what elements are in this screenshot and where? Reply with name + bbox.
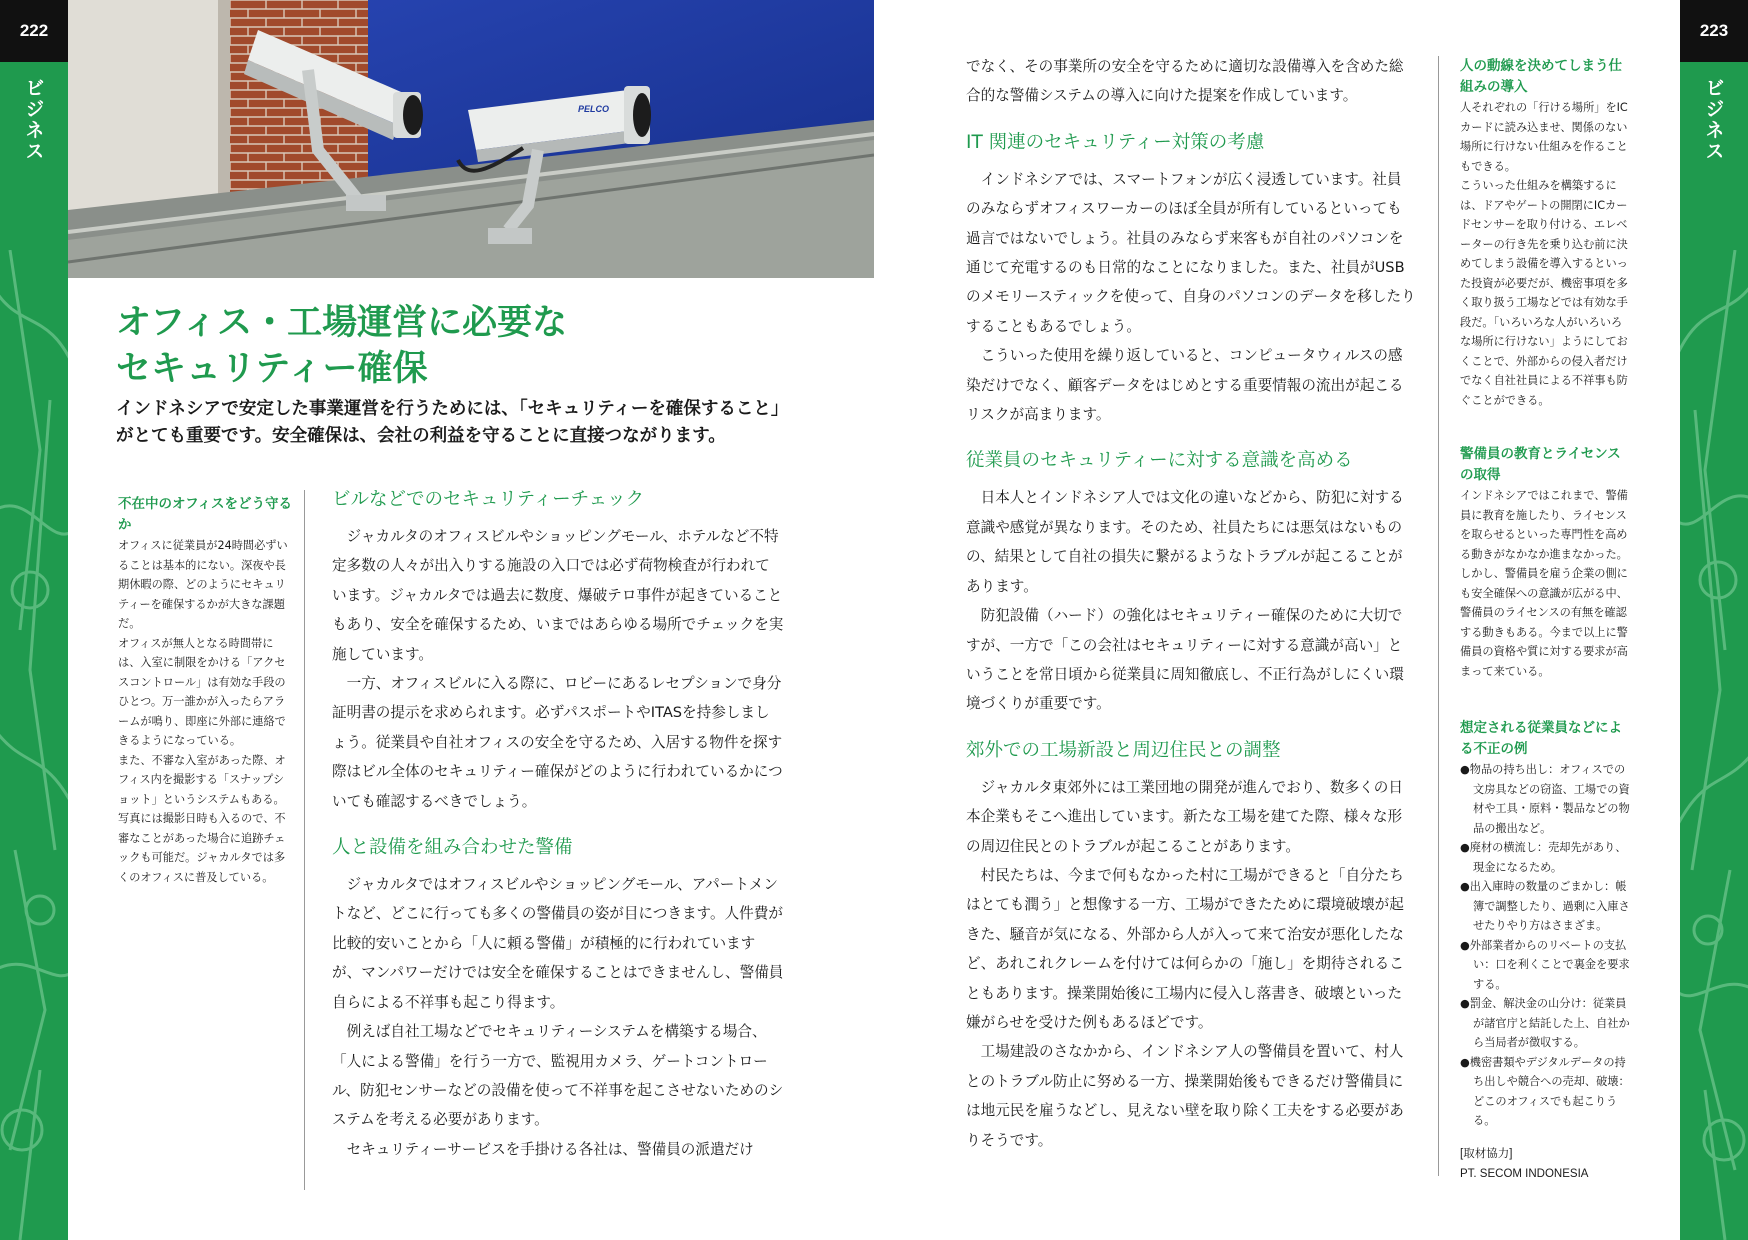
section-heading: IT 関連のセキュリティー対策の考慮 (966, 131, 1265, 153)
sidebar-note-heading: 想定される従業員などによる不正の例 (1460, 720, 1622, 757)
title-line-1: オフィス・工場運営に必要な (116, 303, 568, 343)
credit-name: PT. SECOM INDONESIA (1460, 1168, 1589, 1180)
article-section (332, 486, 784, 816)
list-item: ● 廃材の横流し：売却先があり、現金になるため。 (1460, 838, 1632, 877)
map-pattern-right (1680, 250, 1748, 1240)
section-heading: ビルなどでのセキュリティーチェック (332, 489, 645, 510)
body-paragraph: 日本人とインドネシア人では文化の違いなどから、防犯に対する意識や感覚が異なります。そのため、社員たちには悪気はないものの、結果として自社の損失に繋がるようなトラブルが起こることがあります。 (966, 489, 1404, 595)
article-section (966, 129, 1416, 430)
sidebar-note-access (1460, 56, 1632, 410)
section-heading: 郊外での工場新設と周辺住民との調整 (966, 739, 1281, 761)
sidebar-note-left (118, 494, 294, 887)
sidebar-note-heading: 不在中のオフィスをどう守るか (118, 496, 293, 533)
section-heading: 人と設備を組み合わせた警備 (332, 837, 573, 859)
article-lead: インドネシアで安定した事業運営を行うためには、「セキュリティーを確保すること」がとても重要です。安全確保は、会社の利益を守ることに直接つながります。 (116, 399, 789, 446)
body-paragraph: 一方、オフィスビルに入る際に、ロビーにあるレセプションで身分証明書の提示を求められます。必ずパスポートやITASを持参しましょう。従業員や自社オフィスの安全を守るため、入居する物件を探す際はビル全体のセキュリティー確保がどのように行われているかについても確認するべきでしょう。 (332, 675, 783, 810)
list-item: ● 罰金、解決金の山分け：従業員が諸官庁と結託した上、自社から当局者が徴収する。 (1460, 994, 1632, 1053)
body-paragraph: 防犯設備（ハード）の強化はセキュリティー確保のために大切ですが、一方で「この会社はセキュリティーに対する意識が高い」ということを常日頃から従業員に周知徹底し、不正行為がしにくい環境づくりが重要です。 (966, 607, 1404, 713)
article-section (966, 737, 1416, 1155)
interview-credit (1460, 1144, 1660, 1184)
body-paragraph: ジャカルタ東郊外には工業団地の開発が進んでおり、数多くの日本企業もそこへ進出しています。新たな工場を建てた際、様々な形の周辺住民とのトラブルが起こることがあります。 (966, 778, 1403, 855)
fraud-example-list (1460, 760, 1632, 1131)
article-title (116, 300, 816, 392)
body-paragraph: ジャカルタではオフィスビルやショッピングモール、アパートメントなど、どこに行っても多くの警備員の姿が目につきます。人件費が比較的安いことから「人に頼る警備」が積極的に行われていますが、マンパワーだけでは安全を確保することはできませんし、警備員自らによる不祥事も起こり得ます。 (332, 876, 784, 1011)
credit-label: [取材協力] (1460, 1148, 1513, 1160)
section-heading: 従業員のセキュリティーに対する意識を高める (966, 450, 1353, 472)
article-section (332, 834, 784, 1164)
page-number-right: 223 (1680, 0, 1748, 62)
sidebar-note-paragraph: オフィスが無人となる時間帯には、入室に制限をかける「アクセスコントロール」は有効な手段のひとつ。万一誰かが入ったらアラームが鳴り、即座に外部に連絡できるようになっている。 (118, 636, 286, 747)
article-section (966, 447, 1416, 718)
column-divider-left (304, 490, 305, 1190)
sidebar-note-heading: 警備員の教育とライセンスの取得 (1460, 446, 1621, 483)
body-paragraph: インドネシアでは、スマートフォンが広く浸透しています。社員のみならずオフィスワーカーのほぼ全員が所有しているといっても過言ではないでしょう。社員のみならず来客もが自社のパソコンを通じて充電するのも日常的なことになりました。また、社員がUSBのメモリースティックを使って、自身のパソコンのデータを移したりすることもあるでしょう。 (966, 170, 1416, 335)
sidebar-note-paragraph: 人それぞれの「行ける場所」をICカードに読み込ませ、関係のない場所に行けない仕組みを作ることもできる。 (1460, 101, 1628, 173)
page-number-left: 222 (0, 0, 68, 62)
list-item: ● 外部業者からのリベートの支払い：口を利くことで裏金を要求する。 (1460, 936, 1632, 995)
list-item: ● 機密書類やデジタルデータの持ち出しや競合への売却、破壊：どこのオフィスでも起こりうる。 (1460, 1053, 1632, 1131)
left-page-edge-band (0, 0, 68, 1240)
sidebar-note-paragraph: オフィスに従業員が24時間必ずいることは基本的にない。深夜や長期休暇の際、どのようにセキュリティーを確保するかが大きな課題だ。 (118, 539, 288, 630)
body-paragraph: ジャカルタのオフィスビルやショッピングモール、ホテルなど不特定多数の人々が出入りする施設の入口では必ず荷物検査が行われています。ジャカルタでは過去に数度、爆破テロ事件が起きていることもあり、安全を確保するため、いまではあらゆる場所でチェックを実施しています。 (332, 528, 784, 663)
security-camera-photo (68, 0, 874, 278)
section-label-left: ビジネス (22, 78, 45, 162)
article-continuation (966, 52, 1416, 111)
sidebar-note-paragraph: インドネシアではこれまで、警備員に教育を施したり、ライセンスを取らせるといった専門性を高める動きがなかなか進まなかった。しかし、警備員を雇う企業の側にも安全確保への意識が広がる中、警備員のライセンスの有無を確認する動きもある。今まで以上に警備員の資格や質に対する要求が高まって来ている。 (1460, 489, 1628, 678)
sidebar-note-heading: 人の動線を決めてしまう仕組みの導入 (1460, 58, 1622, 95)
right-page-edge-band (1680, 0, 1748, 1240)
camera-brand-label: PELCO (578, 104, 610, 114)
main-column-right (966, 52, 1416, 1173)
body-paragraph: こういった使用を繰り返していると、コンピュータウィルスの感染だけでなく、顧客データをはじめとする重要情報の流出が起こるリスクが高まります。 (966, 347, 1404, 424)
body-paragraph: セキュリティーサービスを手掛ける各社は、警備員の派遣だけ (346, 1140, 754, 1158)
map-pattern-left (0, 250, 68, 1240)
list-item: ● 出入庫時の数量のごまかし：帳簿で調整したり、過剰に入庫させたりやり方はさまざま。 (1460, 877, 1632, 936)
column-divider-right (1438, 56, 1439, 1176)
sidebar-note-paragraph: また、不審な入室があった際、オフィス内を撮影する「スナップショット」というシステムもある。写真には撮影日時も入るので、不審なことがあった場合に追跡チェックも可能だ。ジャカルタでは多くのオフィスに普及している。 (118, 753, 286, 884)
section-label-right: ビジネス (1702, 78, 1725, 162)
sidebar-note-guard-license (1460, 444, 1632, 681)
title-line-2: セキュリティー確保 (116, 349, 428, 389)
body-paragraph: 村民たちは、今まで何もなかった村に工場ができると「自分たちはとても潤う」と想像する一方、工場ができたために環境破壊が起きた、騒音が気になる、外部から人が入って来て治安が悪化したなど、あれこれクレームを付けては何らかの「施し」を期待されることもあります。操業開始後に工場内に侵入し落書き、破壊といった嫌がらせを受けた例もあるほどです。 (966, 866, 1404, 1031)
body-paragraph: でなく、その事業所の安全を守るために適切な設備導入を含めた総合的な警備システムの導入に向けた提案を作成しています。 (966, 58, 1404, 105)
list-item: ● 物品の持ち出し：オフィスでの文房具などの窃盗、工場での資材や工具・原料・製品などの物品の搬出など。 (1460, 760, 1632, 838)
body-paragraph: 工場建設のさなかから、インドネシア人の警備員を置いて、村人とのトラブル防止に努める一方、操業開始後もできるだけ警備員には地元民を雇うなどし、見えない壁を取り除く工夫をする必要がありそうです。 (966, 1043, 1404, 1149)
body-paragraph: 例えば自社工場などでセキュリティーシステムを構築する場合、「人による警備」を行う一方で、監視用カメラ、ゲートコントロール、防犯センサーなどの設備を使って不祥事を起こさせないためのシステムを考える必要があります。 (332, 1023, 784, 1129)
sidebar-note-fraud-examples (1460, 718, 1632, 1131)
main-column-left (332, 486, 784, 1182)
sidebar-note-paragraph: こういった仕組みを構築するには、ドアやゲートの開閉にICカードセンサーを取り付ける、エレベーターの行き先を乗り込む前に決めてしまう設備を導入するといった投資が必要だが、機密事項を多く取り扱う工場などでは有効な手段だ。「いろいろな人がいろいろな場所に行けない」ようにしておくことで、外部からの侵入者だけでなく自社社員による不祥事も防ぐことができる。 (1460, 179, 1628, 407)
